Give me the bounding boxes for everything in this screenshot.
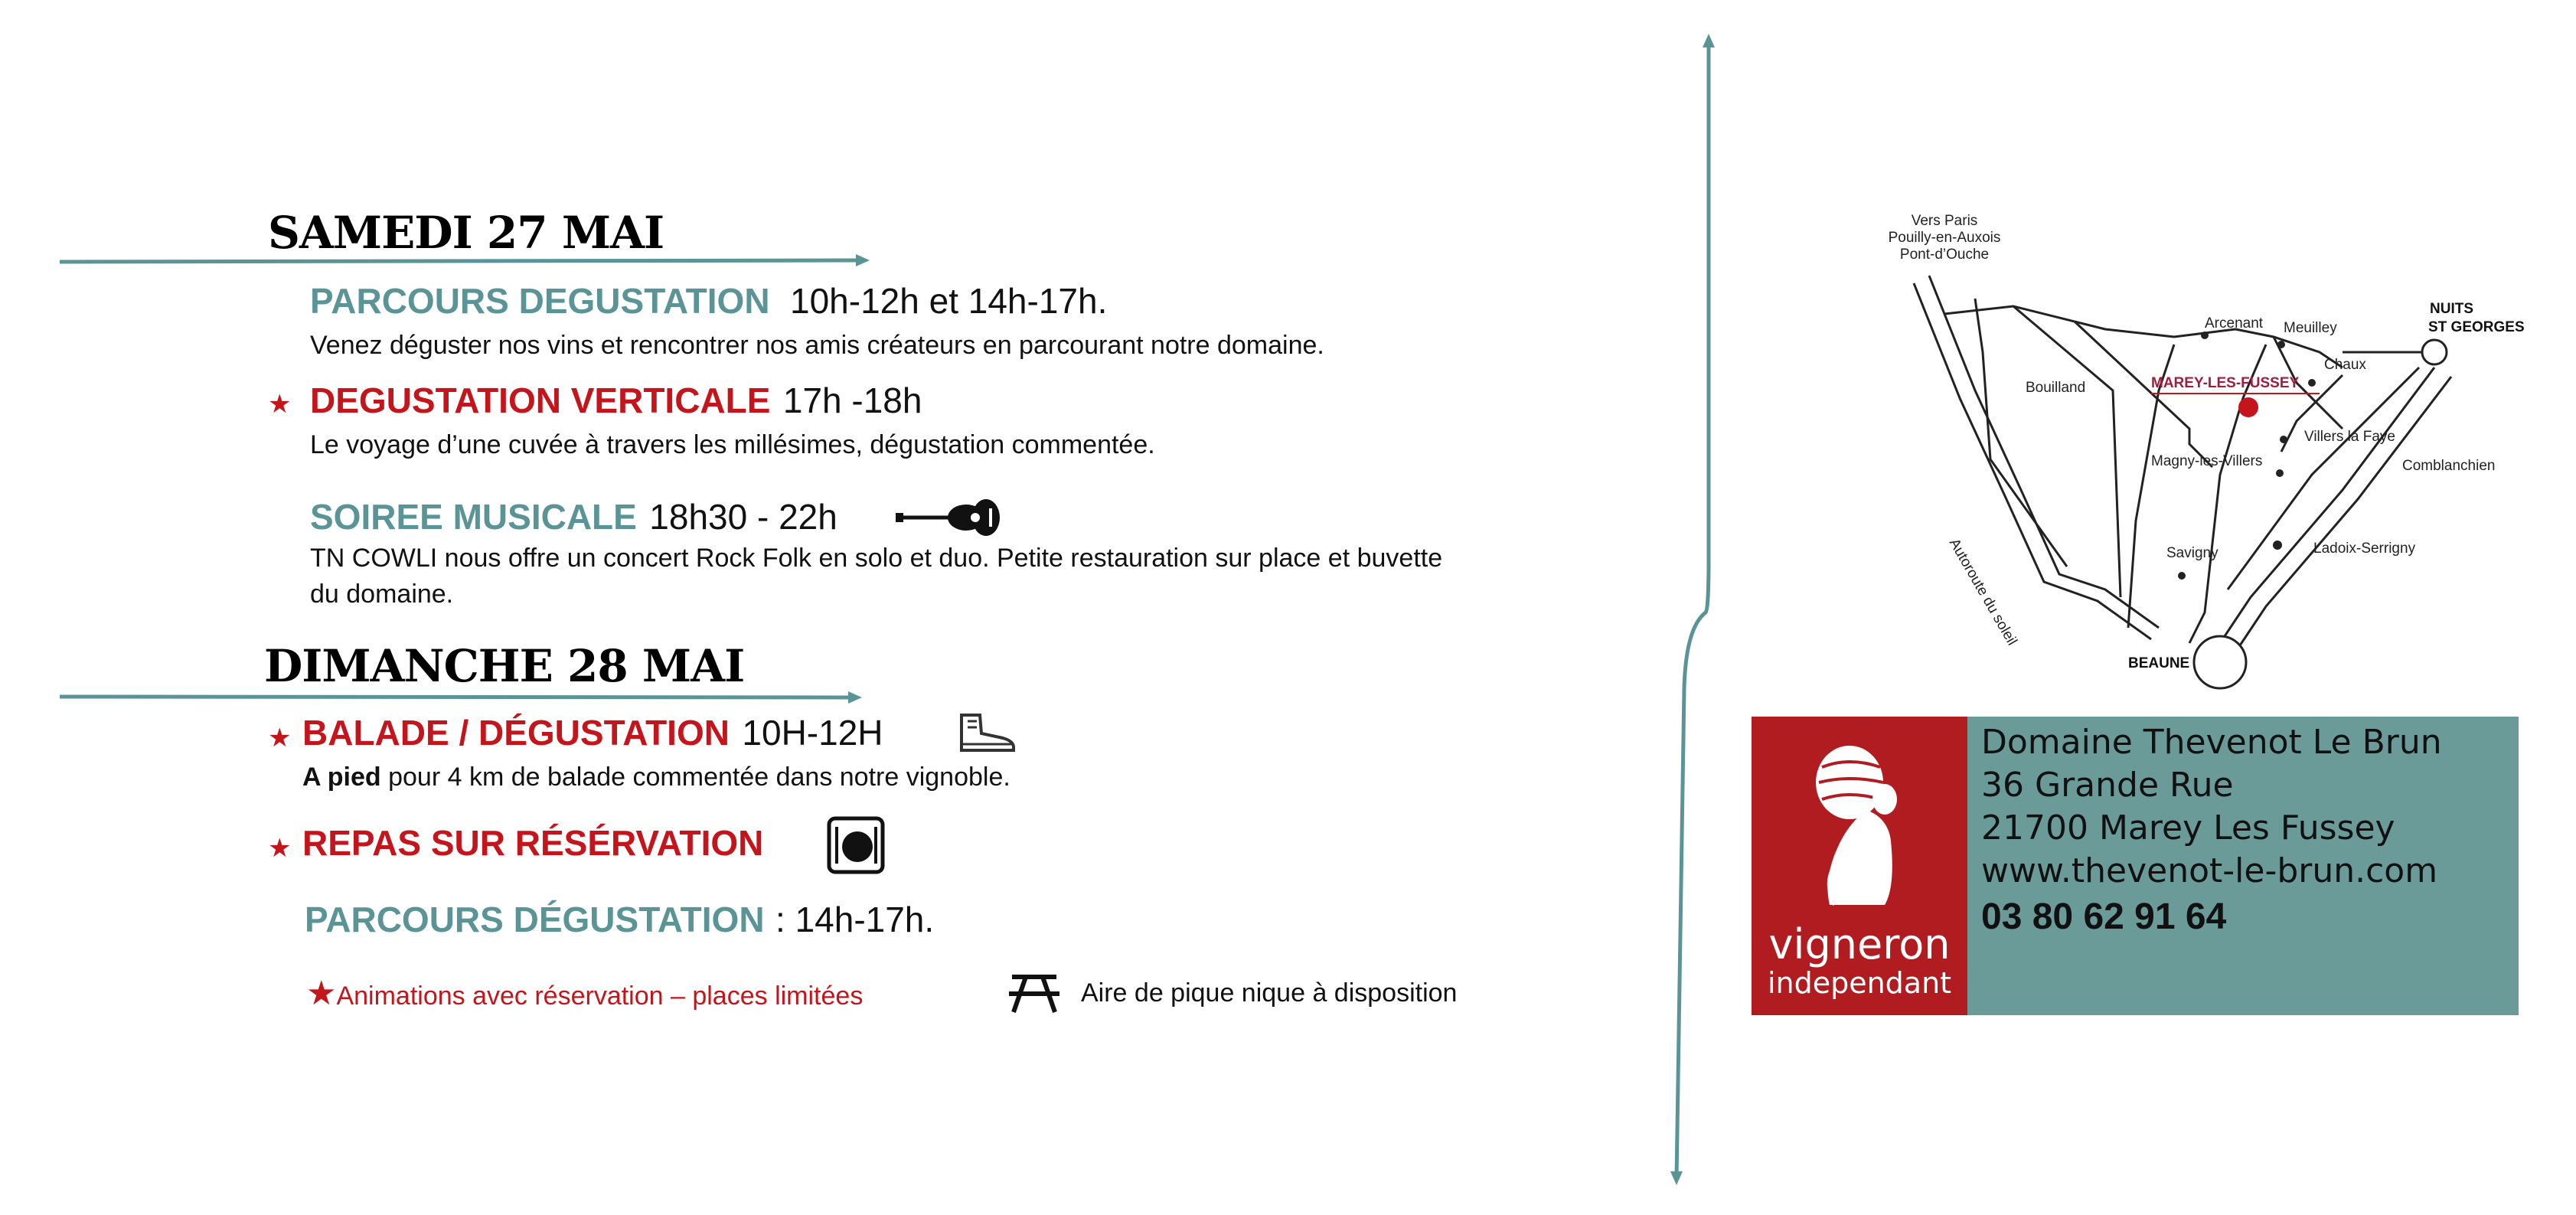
winemaker-figure-icon (1811, 733, 1911, 910)
reservation-legend (306, 974, 863, 1013)
parcours-time: 10h-12h et 14h-17h. (790, 281, 1108, 321)
balade-description-bold: A pied (302, 763, 381, 792)
balade-description (302, 759, 1010, 795)
parcours-title: PARCOURS DEGUSTATION (310, 281, 770, 321)
balade-time: 10H-12H (742, 713, 883, 753)
sunday-title: DIMANCHE 28 MAI (264, 640, 745, 692)
contact-city: 21700 Marey Les Fussey (1981, 808, 2395, 848)
saturday-title: SAMEDI 27 MAI (268, 207, 664, 259)
map-label-vers (1868, 213, 2021, 263)
map-label-arcenant: Arcenant (2205, 315, 2264, 332)
map-label-autoroute: Autoroute du soleil (1945, 536, 2020, 648)
soiree-heading (310, 496, 837, 537)
star-icon: ★ (268, 390, 292, 419)
map-label-comblanchien: Comblanchien (2402, 458, 2496, 474)
vigneron-logo (1752, 717, 1967, 1015)
saturday-parcours-heading (310, 280, 1107, 322)
map-label-nuits-1: NUITS (2430, 301, 2473, 317)
map-label-nuits (2428, 300, 2525, 337)
guitar-icon (896, 496, 1000, 539)
logo-line2: independant (1767, 966, 1952, 1000)
contact-phone[interactable]: 03 80 62 91 64 (1981, 897, 2227, 937)
map-label-nuits-2: ST GEORGES (2428, 319, 2525, 335)
soiree-title: SOIREE MUSICALE (310, 497, 637, 537)
map-label-vers-pouilly: Pouilly-en-Auxois (1888, 230, 2001, 246)
verticale-description: Le voyage d’une cuvée à travers les millésimes, dégustation commentée. (310, 430, 1155, 459)
star-icon: ★ (268, 723, 292, 753)
contact-name: Domaine Thevenot Le Brun (1981, 723, 2442, 762)
star-icon: ★ (268, 834, 292, 863)
map-label-meuilley: Meuilley (2284, 320, 2337, 336)
reservation-legend-text: Animations avec réservation – places limitées (336, 981, 864, 1011)
contact-website[interactable]: www.thevenot-le-brun.com (1981, 851, 2438, 890)
balade-description-rest: pour 4 km de balade commentée dans notre vignoble. (380, 763, 1010, 792)
plate-cutlery-icon (827, 816, 885, 874)
picnic-table-icon (1007, 971, 1061, 1014)
soiree-time: 18h30 - 22h (649, 497, 837, 537)
route-map (1868, 199, 2542, 704)
map-label-magny: Magny-les-Villers (2151, 453, 2263, 469)
map-label-beaune: BEAUNE (2128, 655, 2190, 671)
balade-title: BALADE / DÉGUSTATION (302, 713, 730, 753)
star-icon: ★ (306, 975, 337, 1012)
contact-details (1981, 721, 2442, 939)
soiree-description-line1: TN COWLI nous offre un concert Rock Folk en solo et duo. Petite restauration sur place et buvette (310, 544, 1443, 573)
balade-heading (302, 712, 883, 753)
logo-line1: vigneron (1768, 920, 1951, 968)
map-label-ladoix: Ladoix-Serrigny (2313, 541, 2416, 557)
contact-panel (1752, 717, 2519, 1015)
parcours-description: Venez déguster nos vins et rencontrer nos amis créateurs en parcourant notre domaine. (310, 331, 1324, 360)
verticale-heading (310, 380, 922, 421)
sunday-parcours-title: PARCOURS DÉGUSTATION (305, 900, 765, 939)
sunday-parcours-heading (305, 899, 934, 940)
picnic-legend-text: Aire de pique nique à disposition (1081, 978, 1458, 1008)
soiree-description-line2: du domaine. (310, 580, 454, 609)
verticale-time: 17h -18h (782, 381, 922, 420)
map-label-chaux: Chaux (2324, 357, 2366, 373)
contact-street: 36 Grande Rue (1981, 766, 2234, 805)
map-label-vers-paris: Vers Paris (1911, 213, 1978, 229)
repas-title: REPAS SUR RÉSÉRVATION (302, 823, 764, 863)
soiree-description (310, 541, 1442, 612)
map-label-savigny: Savigny (2166, 545, 2218, 561)
map-label-villers: Villers la Faye (2304, 429, 2395, 445)
verticale-title: DEGUSTATION VERTICALE (310, 381, 771, 420)
hiking-boot-icon (957, 712, 1018, 755)
map-label-marey: MAREY-LES-FUSSEY (2151, 375, 2300, 391)
map-label-vers-pont: Pont-d’Ouche (1899, 247, 1990, 263)
map-label-bouilland: Bouilland (2026, 380, 2086, 396)
sunday-parcours-time: : 14h-17h. (775, 900, 935, 939)
vertical-divider-arrow (1669, 31, 1730, 1187)
